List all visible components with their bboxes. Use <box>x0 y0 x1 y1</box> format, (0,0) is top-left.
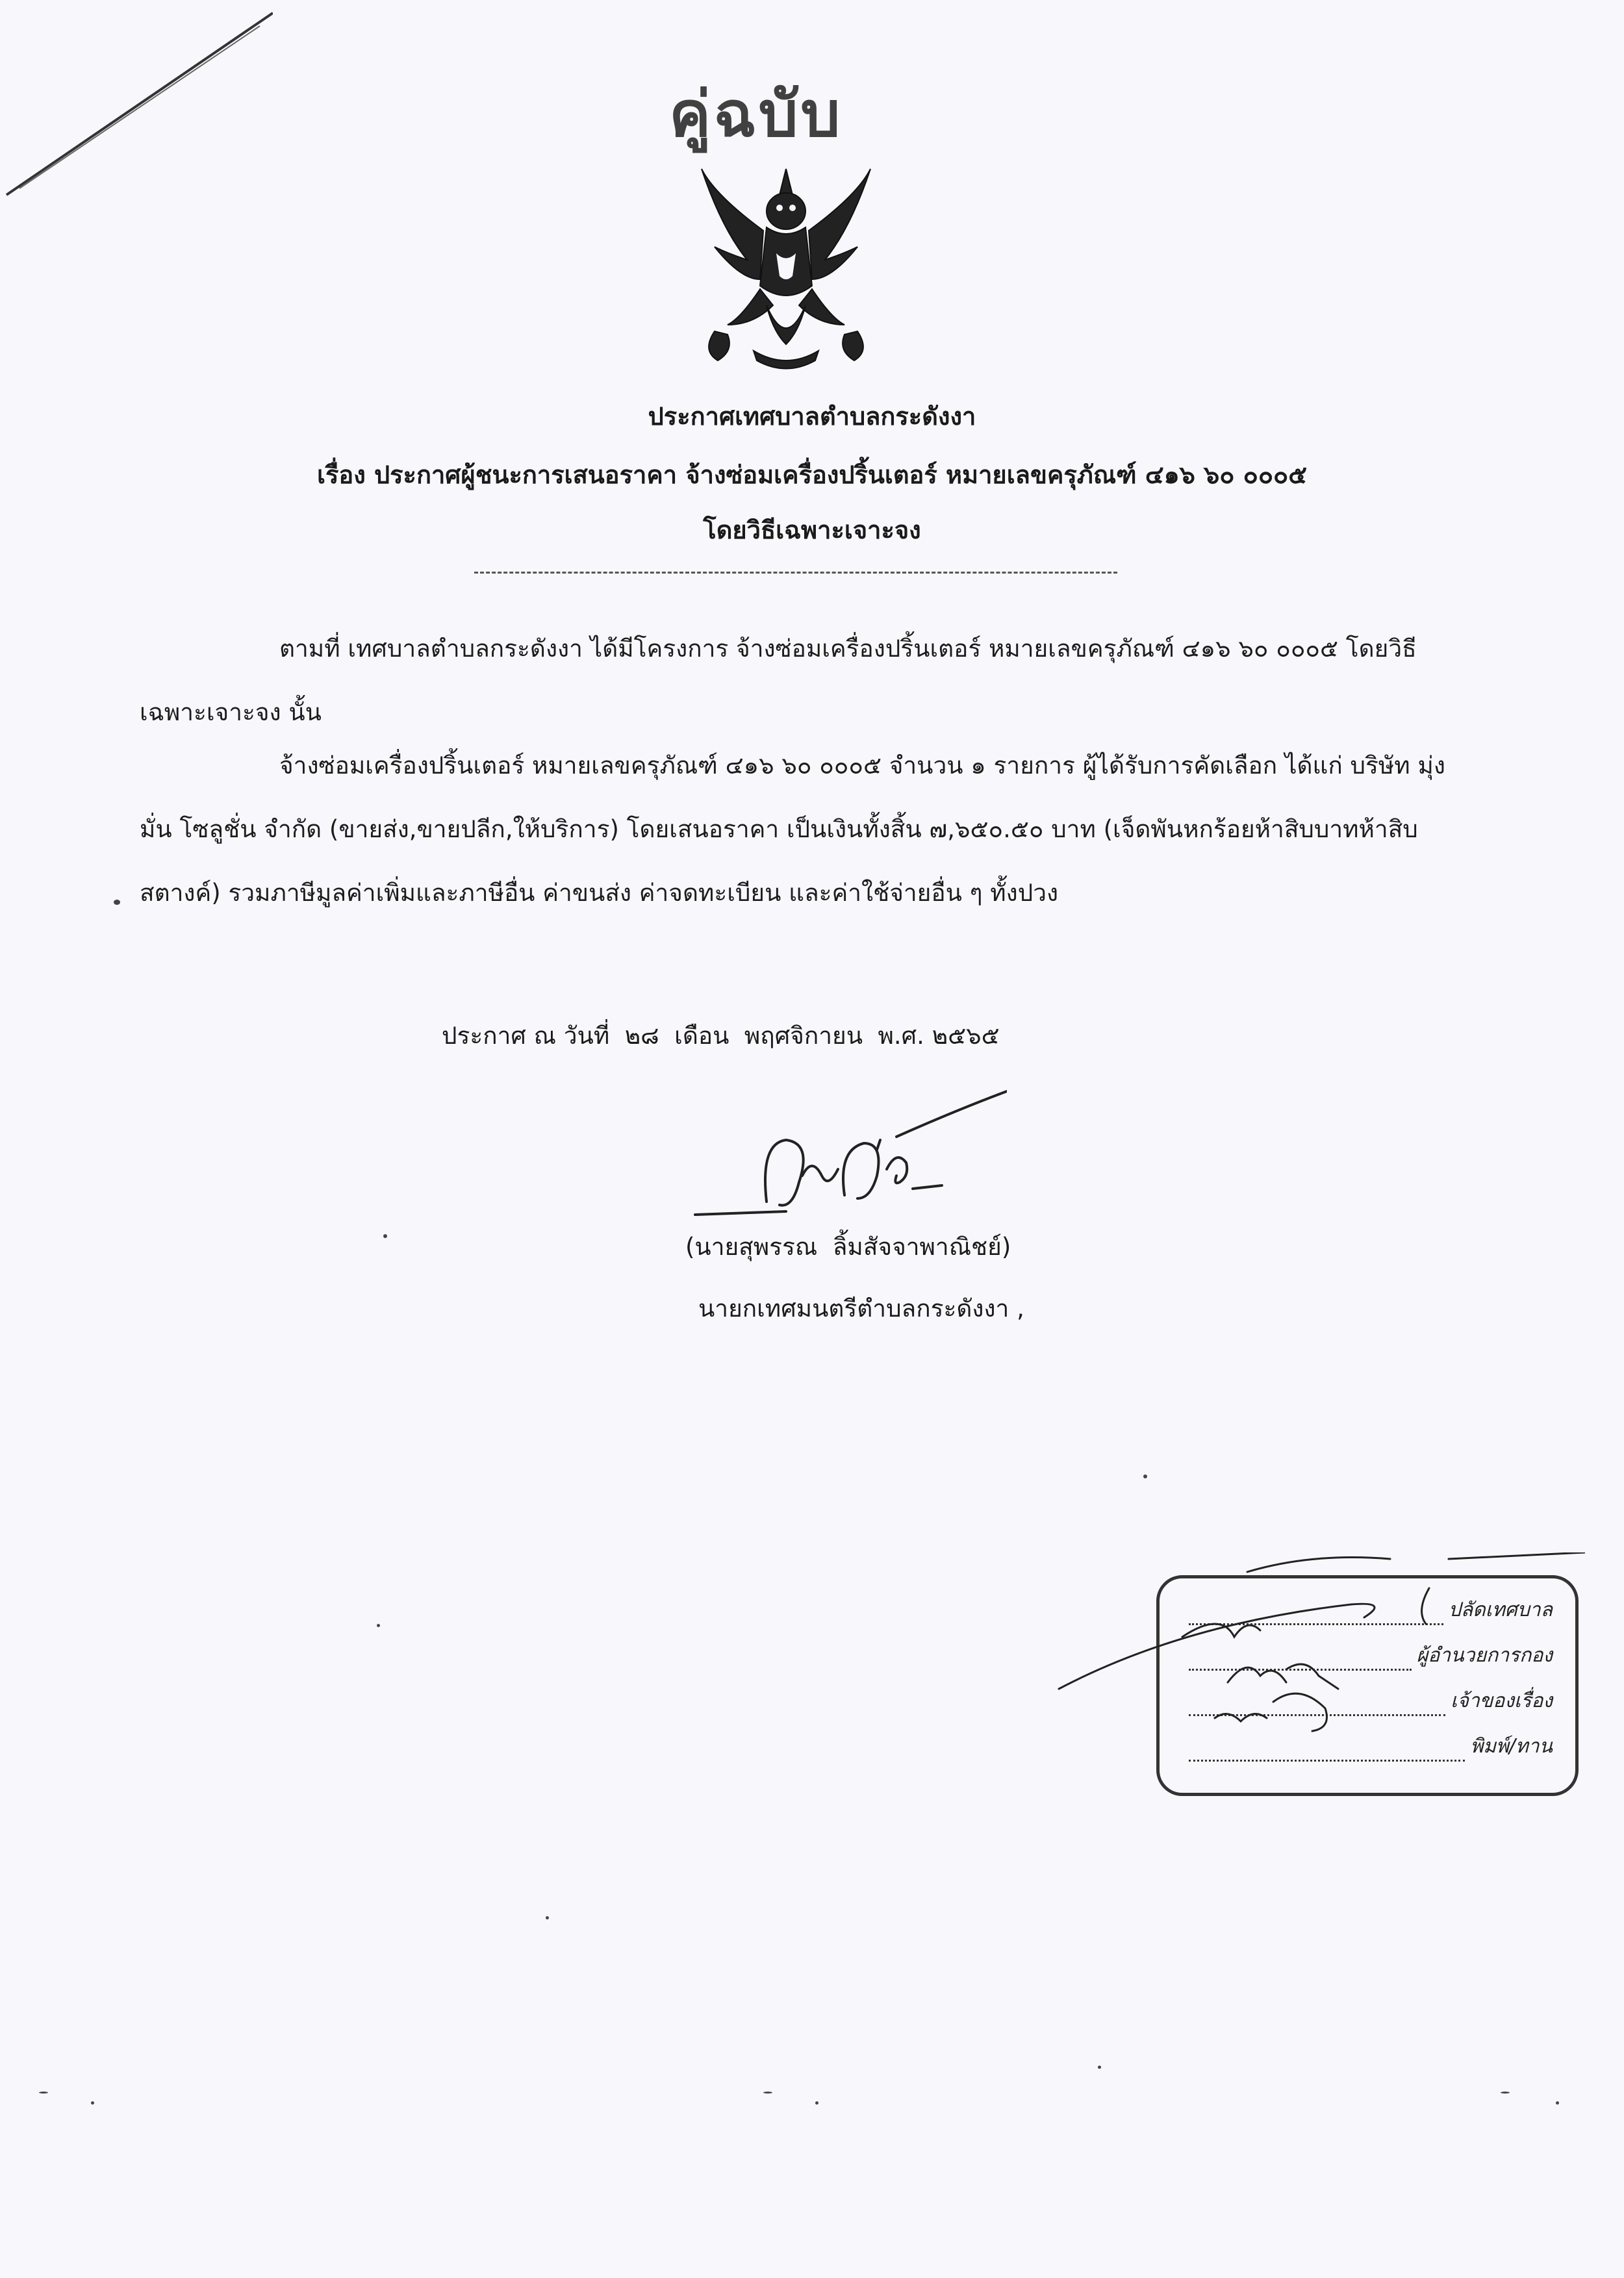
scan-corner-mark <box>0 0 273 208</box>
title-divider <box>474 572 1117 574</box>
scan-speck <box>377 1624 380 1627</box>
approval-initials <box>1052 1552 1585 1767</box>
scan-speck <box>114 900 120 905</box>
garuda-emblem-icon <box>689 156 883 377</box>
approval-label-clerk: ปลัดเทศบาล <box>1448 1599 1553 1621</box>
scan-speck <box>1143 1474 1147 1478</box>
body-paragraph-1: ตามที่ เทศบาลตำบลกระดังงา ได้มีโครงการ จ้างซ่อมเครื่องปริ้นเตอร์ หมายเลขครุภัณฑ์ ๔๑๖ ๖๐ ๐๐๐๕ โดยวิธีเฉพาะเจาะจง นั้น <box>140 635 1417 726</box>
body-paragraph-2: จ้างซ่อมเครื่องปริ้นเตอร์ หมายเลขครุภัณฑ์ ๔๑๖ ๖๐ ๐๐๐๕ จำนวน ๑ รายการ ผู้ได้รับการคัดเลือก ได้แก่ บริษัท มุ่งมั่น โซลูชั่น จำกัด (ขายส่ง,ขายปลีก,ให้บริการ) โดยเสนอราคา เป็นเงินทั้งสิ้น ๗,๖๕๐.๕๐ บาท (เจ็ดพันหกร้อยห้าสิบบาทห้าสิบสตางค์) รวมภาษีมูลค่าเพิ่มและภาษีอื่น ค่าขนส่ง ค่าจดทะเบียน และค่าใช้จ่ายอื่น ๆ ทั้งปวง <box>140 752 1445 907</box>
scan-speck <box>383 1234 387 1238</box>
signer-position: นายกเทศมนตรีตำบลกระดังงา , <box>698 1295 1024 1323</box>
scan-speck <box>91 2101 94 2105</box>
scan-speck <box>39 2092 48 2094</box>
approval-label-typist: พิมพ์/ทาน <box>1470 1735 1553 1758</box>
document-subject: เรื่อง ประกาศผู้ชนะการเสนอราคา จ้างซ่อมเครื่องปริ้นเตอร์ หมายเลขครุภัณฑ์ ๔๑๖ ๖๐ ๐๐๐๕ <box>317 461 1307 489</box>
mayor-signature <box>682 1078 1007 1234</box>
scan-speck <box>546 1916 549 1919</box>
signer-name: (นายสุพรรณ ลิ้มสัจจาพาณิชย์) <box>685 1233 1011 1261</box>
document-method: โดยวิธีเฉพาะเจาะจง <box>703 516 921 544</box>
scan-speck <box>815 2101 818 2105</box>
scan-speck <box>763 2092 772 2094</box>
scan-speck <box>1501 2092 1510 2094</box>
announcement-date: ประกาศ ณ วันที่ ๒๘ เดือน พฤศจิกายน พ.ศ. ๒๕๖๕ <box>442 1022 1000 1050</box>
approval-label-owner: เจ้าของเรื่อง <box>1451 1690 1553 1712</box>
document-title: ประกาศเทศบาลตำบลกระดังงา <box>648 402 976 431</box>
scan-speck <box>1556 2101 1559 2105</box>
approval-label-director: ผู้อำนวยการกอง <box>1416 1644 1553 1667</box>
scan-speck <box>1098 2066 1101 2069</box>
copy-stamp: คู่ฉบับ <box>669 77 843 151</box>
